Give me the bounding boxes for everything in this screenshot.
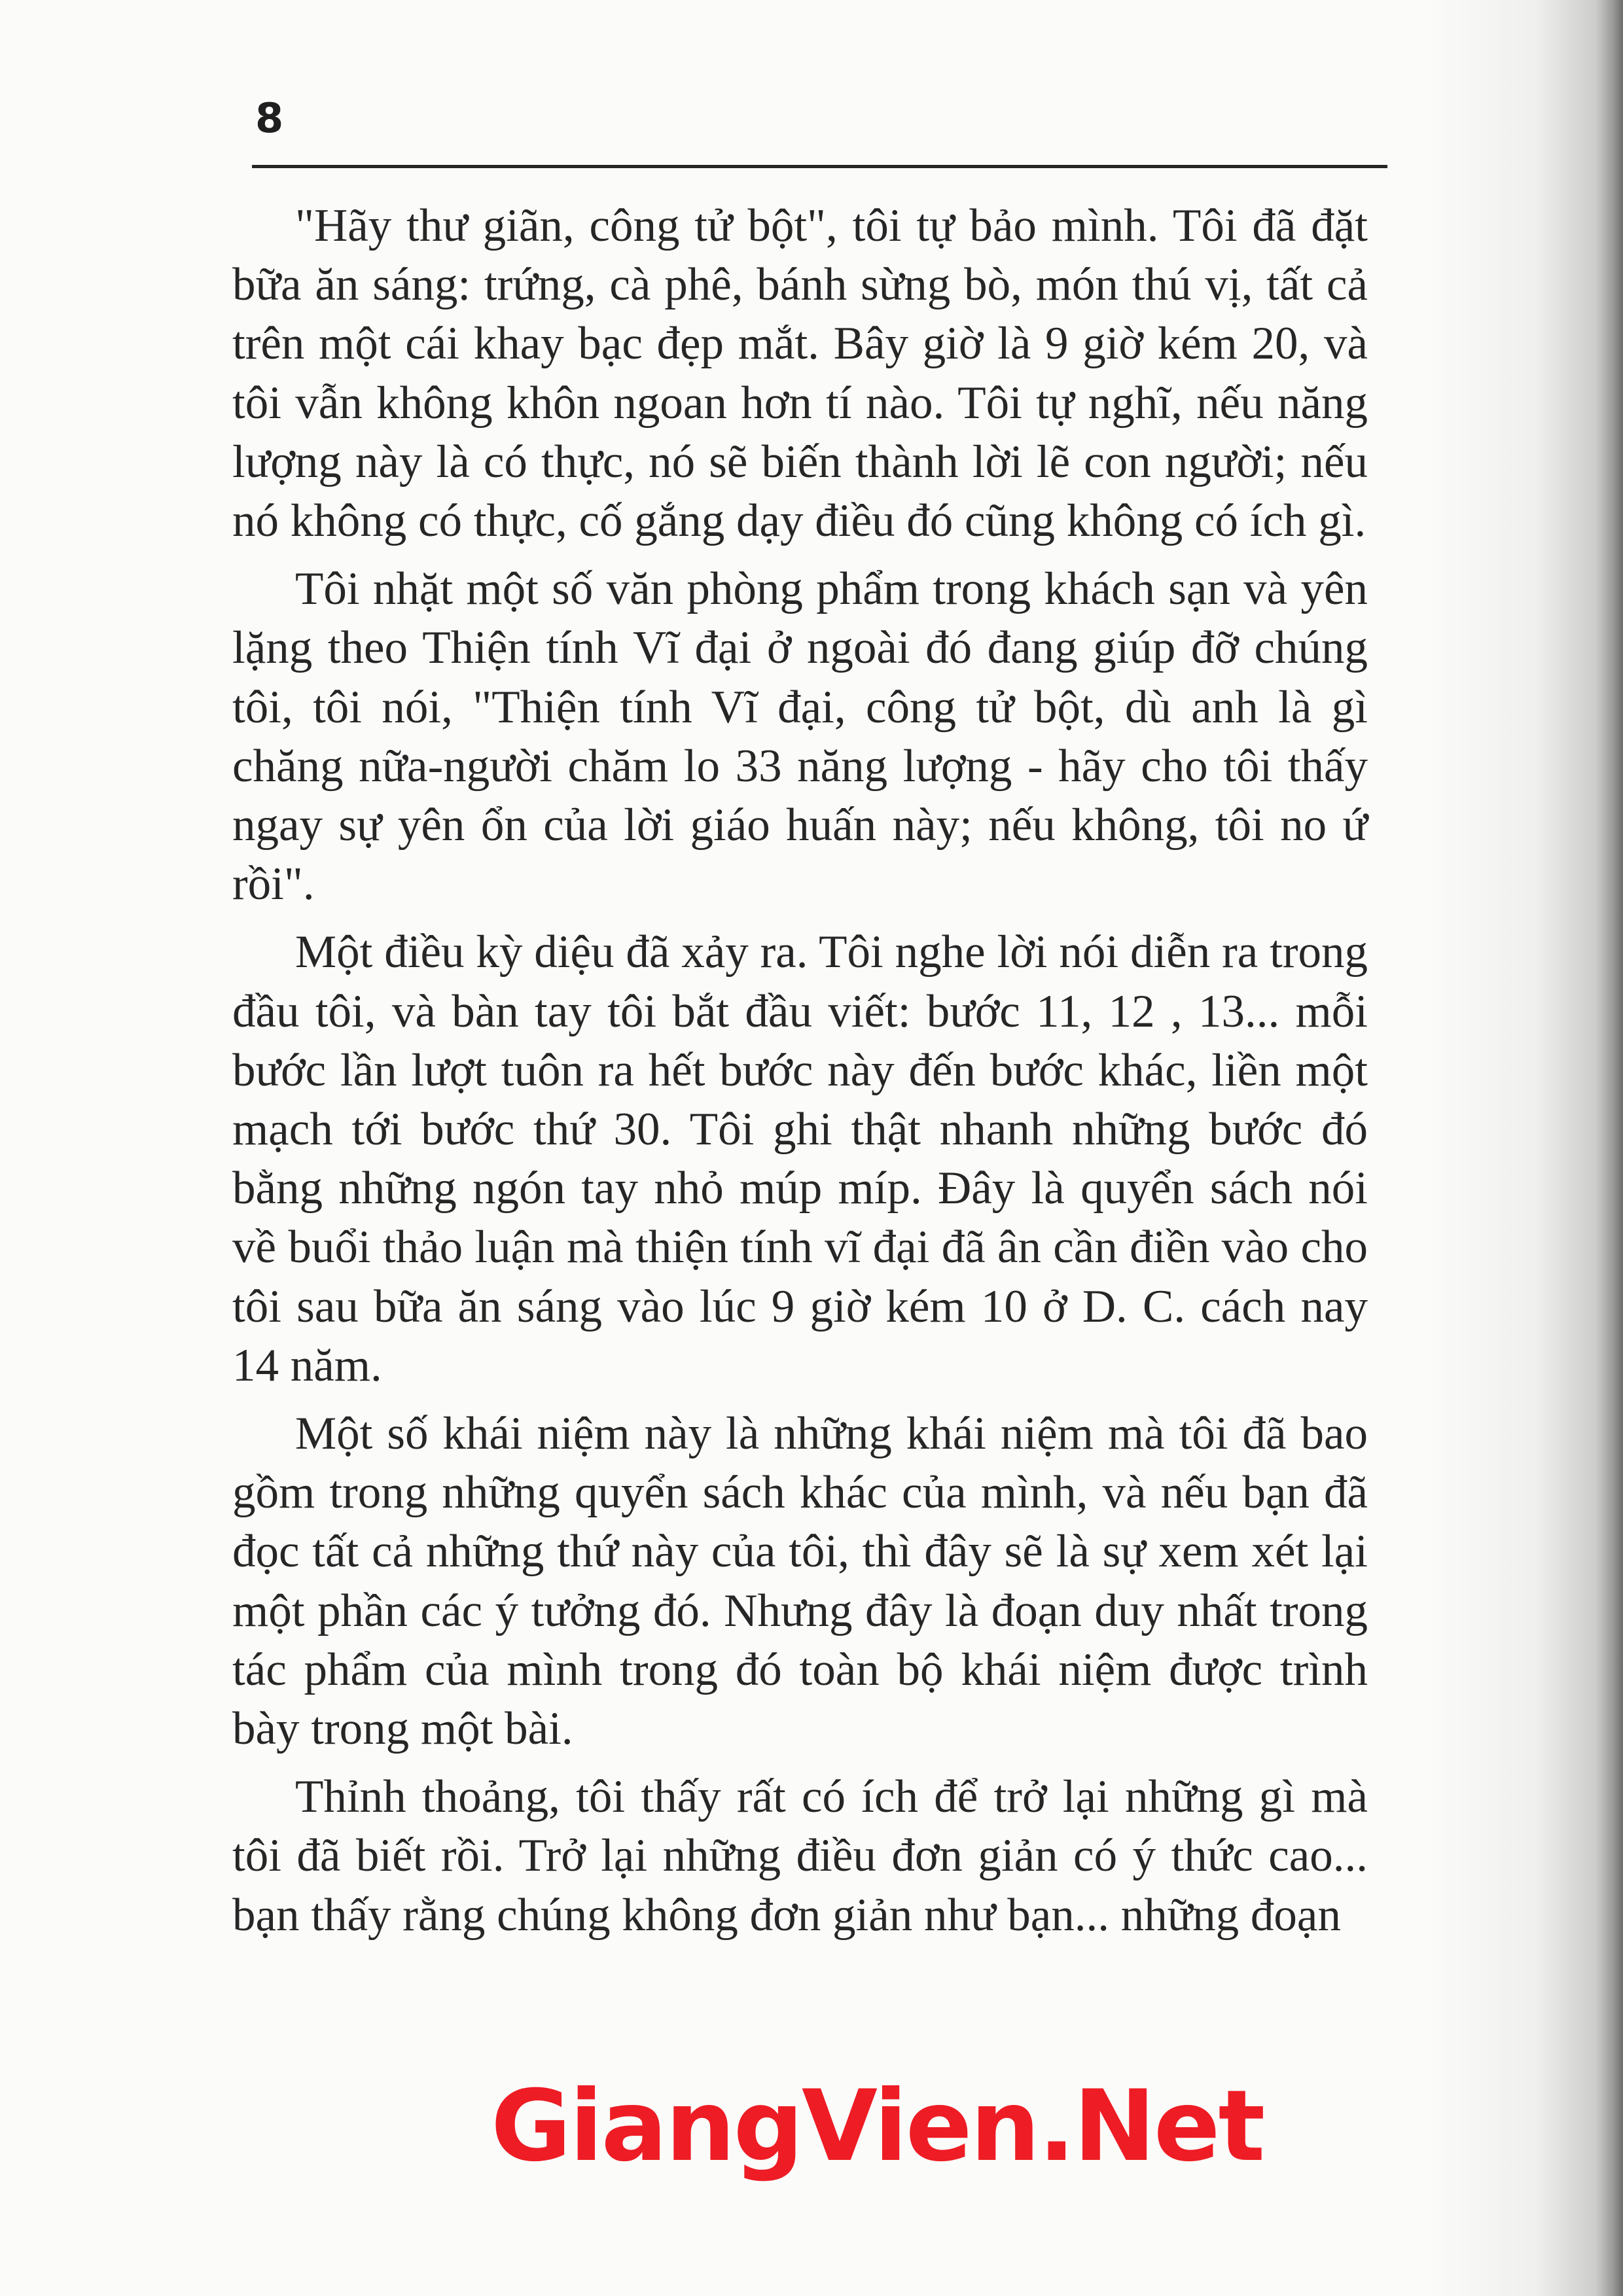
body-text (232, 196, 1368, 1954)
watermark: GiangVien.Net (491, 2070, 1264, 2183)
paragraph-5: Thỉnh thoảng, tôi thấy rất có ích để trở lại những gì mà tôi đã biết rồi. Trở lại những điều đơn giản có ý thức cao... bạn thấy rằng chúng không đơn giản như bạn... những đoạn (232, 1771, 1368, 1941)
paragraph-2: Tôi nhặt một số văn phòng phẩm trong khách sạn và yên lặng theo Thiện tính Vĩ đại ở ngoài đó đang giúp đỡ chúng tôi, tôi nói, "Thiện tính Vĩ đại, công tử bột, dù anh là gì chăng nữa-người chăm lo 33 năng lượng - hãy cho tôi thấy ngay sự yên ổn của lời giáo huấn này; nếu không, tôi no ứ rồi". (232, 563, 1368, 910)
paragraph-3: Một điều kỳ diệu đã xảy ra. Tôi nghe lời nói diễn ra trong đầu tôi, và bàn tay tôi bắt đầu viết: bước 11, 12 , 13... mỗi bước lần lượt tuôn ra hết bước này đến bước khác, liền một mạch tới bước thứ 30. Tôi ghi thật nhanh những bước đó bằng những ngón tay nhỏ múp míp. Đây là quyển sách nói về buổi thảo luận mà thiện tính vĩ đại đã ân cần điền vào cho tôi sau bữa ăn sáng vào lúc 9 giờ kém 10 ở D. C. cách nay 14 năm. (232, 927, 1368, 1391)
paragraph-4: Một số khái niệm này là những khái niệm mà tôi đã bao gồm trong những quyển sách khác của mình, và nếu bạn đã đọc tất cả những thứ này của tôi, thì đây sẽ là sự xem xét lại một phần các ý tưởng đó. Nhưng đây là đoạn duy nhất trong tác phẩm của mình trong đó toàn bộ khái niệm được trình bày trong một bài. (232, 1408, 1368, 1755)
header-rule (252, 165, 1387, 168)
page-number: 8 (255, 94, 284, 142)
paragraph-1: "Hãy thư giãn, công tử bột", tôi tự bảo mình. Tôi đã đặt bữa ăn sáng: trứng, cà phê, bánh sừng bò, món thú vị, tất cả trên một cái khay bạc đẹp mắt. Bây giờ là 9 giờ kém 20, và tôi vẫn không khôn ngoan hơn tí nào. Tôi tự nghĩ, nếu năng lượng này là có thực, nó sẽ biến thành lời lẽ con người; nếu nó không có thực, cố gắng dạy điều đó cũng không có ích gì. (232, 200, 1368, 547)
binding-shadow (1427, 0, 1623, 2296)
